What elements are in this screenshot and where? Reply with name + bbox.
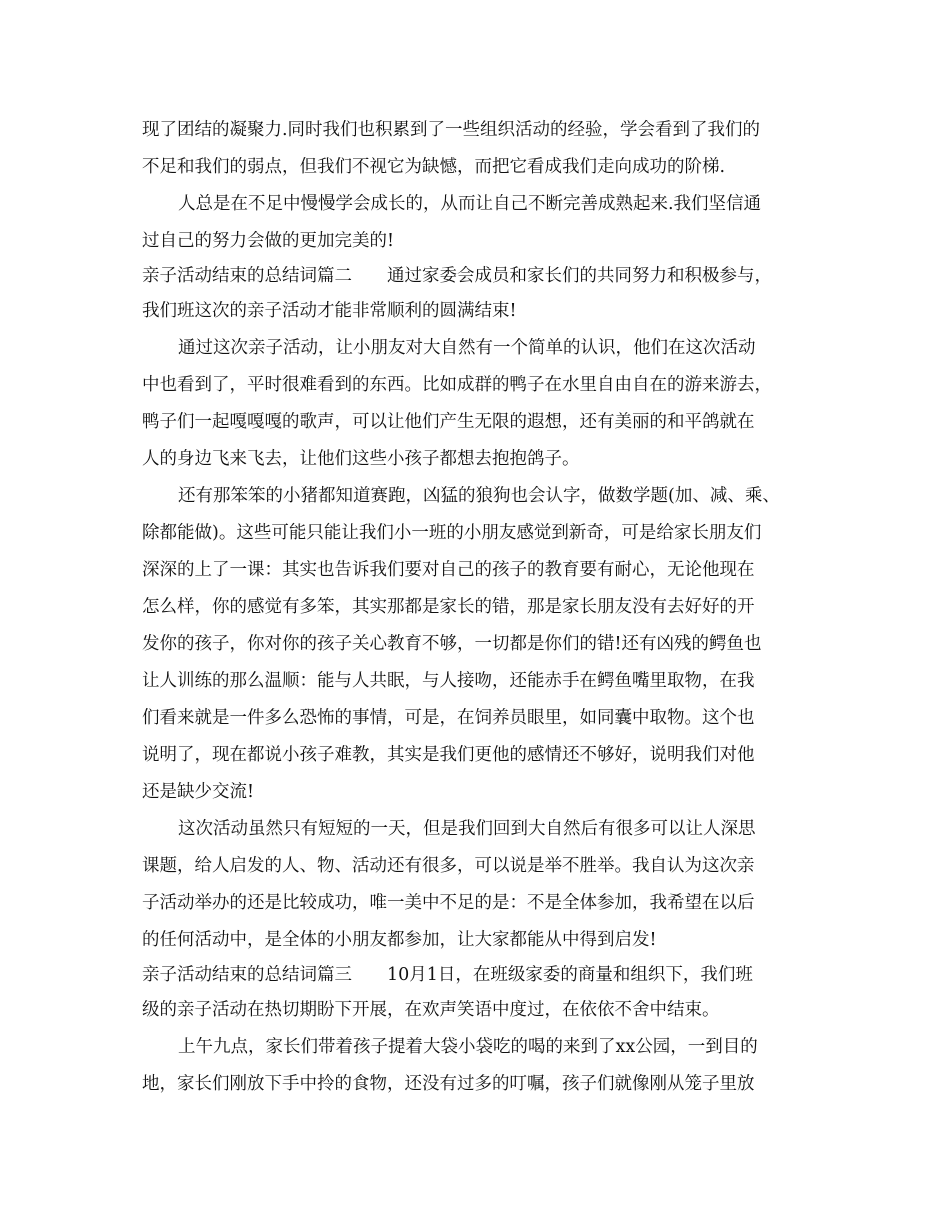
text-line: 中也看到了，平时很难看到的东西。比如成群的鸭子在水里自由自在的游来游去， [142,375,772,395]
text-line: 的任何活动中，是全体的小朋友都参加，让大家都能从中得到启发! [142,930,657,950]
text-line: 现了团结的凝聚力.同时我们也积累到了一些组织活动的经验，学会看到了我们的 [142,120,761,140]
paragraph-start-line: 这次活动虽然只有短短的一天，但是我们回到大自然后有很多可以让人深思 [178,819,756,839]
paragraph-start-line: 人总是在不足中慢慢学会成长的，从而让自己不断完善成熟起来.我们坚信通 [178,194,762,214]
text-line: 还是缺少交流! [142,782,255,802]
text-line: 过自己的努力会做的更加完美的! [142,231,395,251]
section-heading-line: 亲子活动结束的总结词篇三 10月1日，在班级家委的商量和组织下，我们班 [142,965,753,985]
text-line: 鸭子们一起嘎嘎嘎的歌声，可以让他们产生无限的遐想，还有美丽的和平鸽就在 [142,412,755,432]
text-line: 让人训练的那么温顺：能与人共眠，与人接吻，还能赤手在鳄鱼嘴里取物，在我 [142,671,755,691]
text-line: 们看来就是一件多么恐怖的事情，可是，在饲养员眼里，如同囊中取物。这个也 [142,708,755,728]
text-line: 子活动举办的还是比较成功，唯一美中不足的是：不是全体参加，我希望在以后 [142,893,755,913]
text-line: 地，家长们刚放下手中拎的食物，还没有过多的叮嘱，孩子们就像刚从笼子里放 [142,1074,755,1094]
text-line: 除都能做)。这些可能只能让我们小一班的小朋友感觉到新奇，可是给家长朋友们 [142,523,762,543]
text-line: 深深的上了一课：其实也告诉我们要对自己的孩子的教育要有耐心，无论他现在 [142,560,755,580]
text-line: 人的身边飞来飞去，让他们这些小孩子都想去抱抱鸽子。 [142,449,580,469]
paragraph-start-line: 通过这次亲子活动，让小朋友对大自然有一个简单的认识，他们在这次活动 [178,338,756,358]
text-line: 级的亲子活动在热切期盼下开展，在欢声笑语中度过，在依依不舍中结束。 [142,1000,720,1020]
text-line: 我们班这次的亲子活动才能非常顺利的圆满结束! [142,301,517,321]
text-line: 说明了，现在都说小孩子难教，其实是我们更他的感情还不够好，说明我们对他 [142,745,755,765]
paragraph-start-line: 还有那笨笨的小猪都知道赛跑，凶猛的狼狗也会认字，做数学题(加、减、乘、 [178,486,780,506]
text-line: 发你的孩子，你对你的孩子关心教育不够，一切都是你们的错!还有凶残的鳄鱼也 [142,634,762,654]
paragraph-start-line: 上午九点，家长们带着孩子提着大袋小袋吃的喝的来到了xx公园，一到目的 [178,1037,758,1057]
text-line: 不足和我们的弱点，但我们不视它为缺憾，而把它看成我们走向成功的阶梯. [142,157,726,177]
text-line: 怎么样，你的感觉有多笨，其实那都是家长的错，那是家长朋友没有去好好的开 [142,597,755,617]
text-line: 课题，给人启发的人、物、活动还有很多，可以说是举不胜举。我自认为这次亲 [142,856,755,876]
section-heading-line: 亲子活动结束的总结词篇二 通过家委会成员和家长们的共同努力和积极参与， [142,266,772,286]
